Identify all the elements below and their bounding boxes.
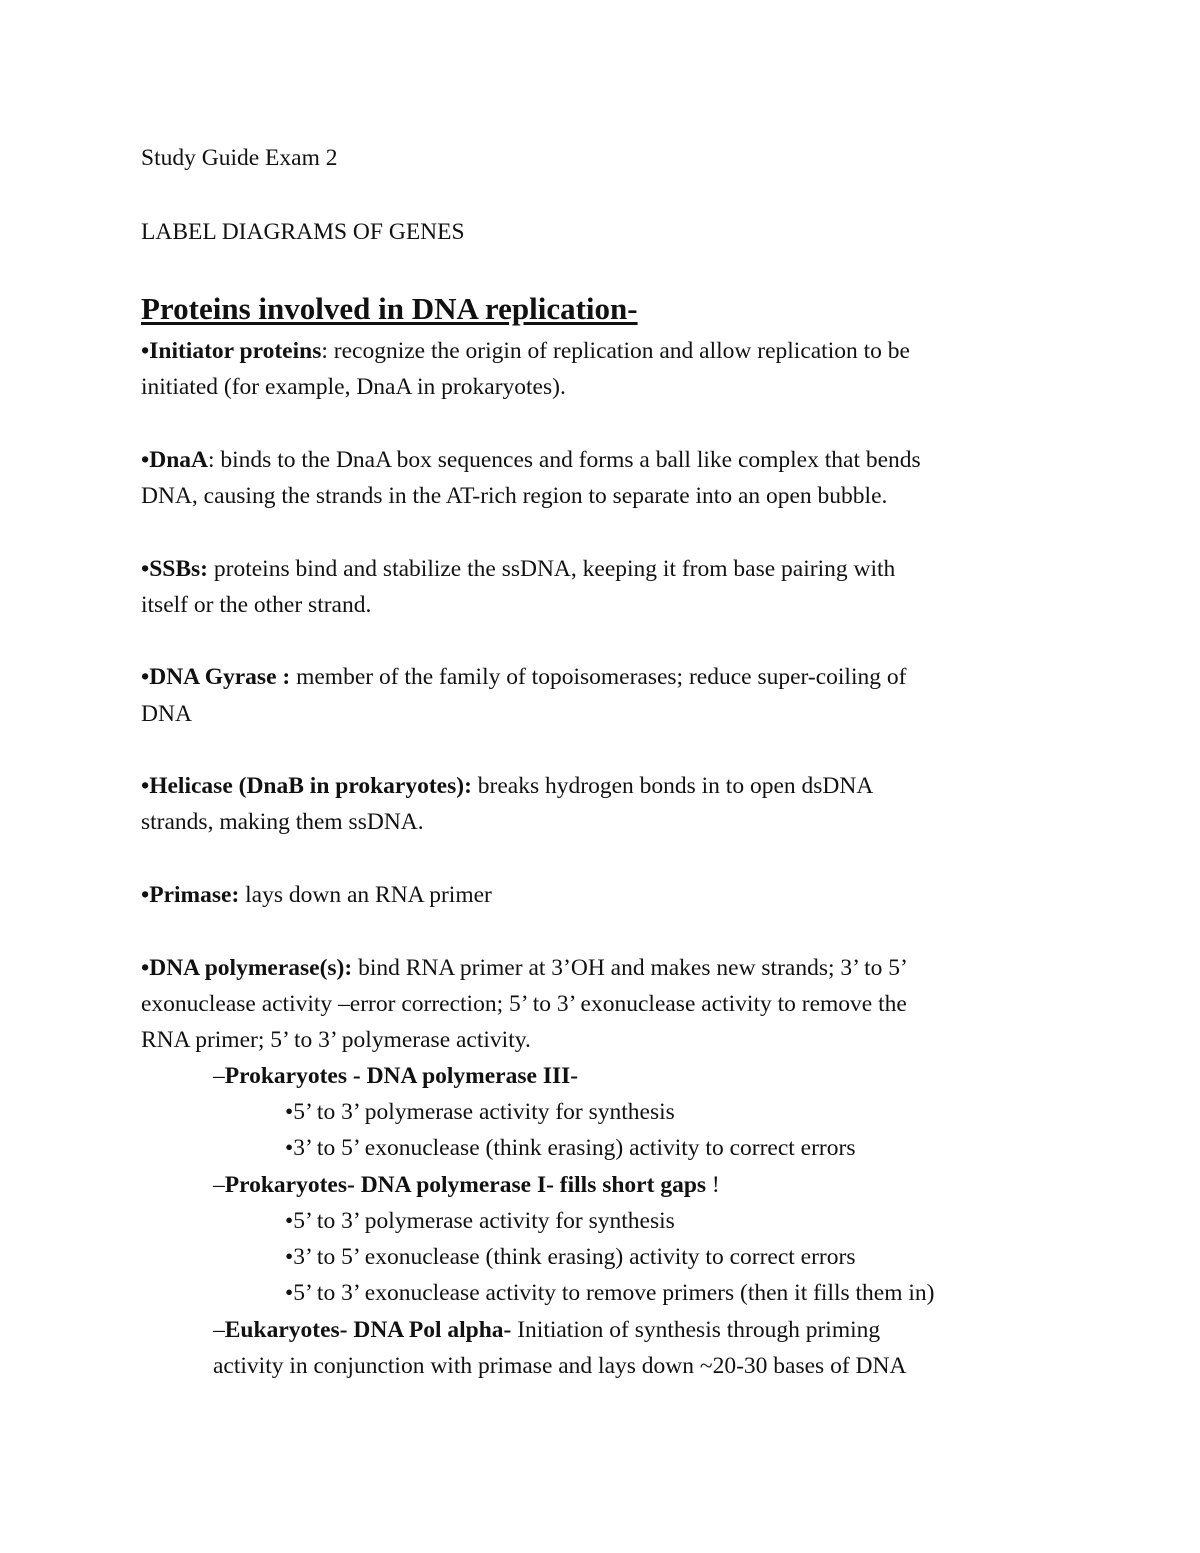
term-initiator-proteins: •Initiator proteins bbox=[141, 338, 322, 364]
bullet-item: •3’ to 5’ exonuclease (think erasing) activity to correct errors bbox=[285, 1135, 856, 1161]
bullet-item: •5’ to 3’ exonuclease activity to remove primers (then it fills them in) bbox=[285, 1280, 935, 1306]
definition-continuation: initiated (for example, DnaA in prokaryotes). bbox=[141, 374, 566, 400]
term-pol-alpha: Eukaryotes- DNA Pol alpha- bbox=[224, 1317, 512, 1343]
term-pol-i: Prokaryotes- DNA polymerase I- fills short gaps bbox=[224, 1172, 707, 1198]
document-subtitle: LABEL DIAGRAMS OF GENES bbox=[141, 219, 465, 245]
dash-prefix: – bbox=[213, 1063, 225, 1089]
bullet-item: •5’ to 3’ polymerase activity for synthesis bbox=[285, 1208, 675, 1234]
bullet-item: •5’ to 3’ polymerase activity for synthesis bbox=[285, 1099, 675, 1125]
document-title: Study Guide Exam 2 bbox=[141, 145, 338, 171]
term-dnaa: •DnaA bbox=[141, 447, 208, 473]
term-helicase: •Helicase (DnaB in prokaryotes): bbox=[141, 773, 472, 799]
term-dna-gyrase: •DNA Gyrase : bbox=[141, 664, 291, 690]
suffix-text: ! bbox=[706, 1172, 720, 1198]
definition-continuation: DNA bbox=[141, 701, 192, 727]
item-dna-gyrase bbox=[141, 662, 906, 692]
definition-continuation: strands, making them ssDNA. bbox=[141, 809, 424, 835]
definition-continuation: exonuclease activity –error correction; 5’ to 3’ exonuclease activity to remove the bbox=[141, 991, 907, 1017]
item-initiator-proteins bbox=[141, 336, 910, 366]
definition-text: : recognize the origin of replication and allow replication to be bbox=[321, 338, 910, 364]
definition-continuation: activity in conjunction with primase and lays down ~20-30 bases of DNA bbox=[213, 1353, 907, 1379]
definition-text: proteins bind and stabilize the ssDNA, keeping it from base pairing with bbox=[208, 556, 896, 582]
term-dna-polymerases: •DNA polymerase(s): bbox=[141, 955, 353, 981]
definition-text: Initiation of synthesis through priming bbox=[511, 1317, 881, 1343]
item-primase bbox=[141, 880, 492, 910]
definition-text: breaks hydrogen bonds in to open dsDNA bbox=[471, 773, 874, 799]
item-dnaa bbox=[141, 445, 921, 475]
term-primase: •Primase: bbox=[141, 882, 240, 908]
definition-continuation: itself or the other strand. bbox=[141, 592, 372, 618]
subitem-pol-alpha bbox=[213, 1315, 880, 1345]
term-pol-iii: Prokaryotes - DNA polymerase III- bbox=[224, 1063, 579, 1089]
item-dna-polymerases bbox=[141, 953, 908, 983]
term-ssbs: •SSBs: bbox=[141, 556, 209, 582]
definition-text: member of the family of topoisomerases; reduce super-coiling of bbox=[290, 664, 907, 690]
item-ssbs bbox=[141, 554, 895, 584]
bullet-item: •3’ to 5’ exonuclease (think erasing) activity to correct errors bbox=[285, 1244, 856, 1270]
dash-prefix: – bbox=[213, 1317, 225, 1343]
item-helicase bbox=[141, 771, 873, 801]
section-heading: Proteins involved in DNA replication- bbox=[141, 291, 638, 326]
dash-prefix: – bbox=[213, 1172, 225, 1198]
definition-text: : binds to the DnaA box sequences and forms a ball like complex that bends bbox=[208, 447, 921, 473]
definition-continuation: RNA primer; 5’ to 3’ polymerase activity. bbox=[141, 1027, 531, 1053]
subitem-pol-i bbox=[213, 1170, 720, 1200]
definition-continuation: DNA, causing the strands in the AT-rich region to separate into an open bubble. bbox=[141, 483, 888, 509]
definition-text: lays down an RNA primer bbox=[239, 882, 492, 908]
subitem-pol-iii bbox=[213, 1061, 578, 1091]
definition-text: bind RNA primer at 3’OH and makes new strands; 3’ to 5’ bbox=[352, 955, 908, 981]
